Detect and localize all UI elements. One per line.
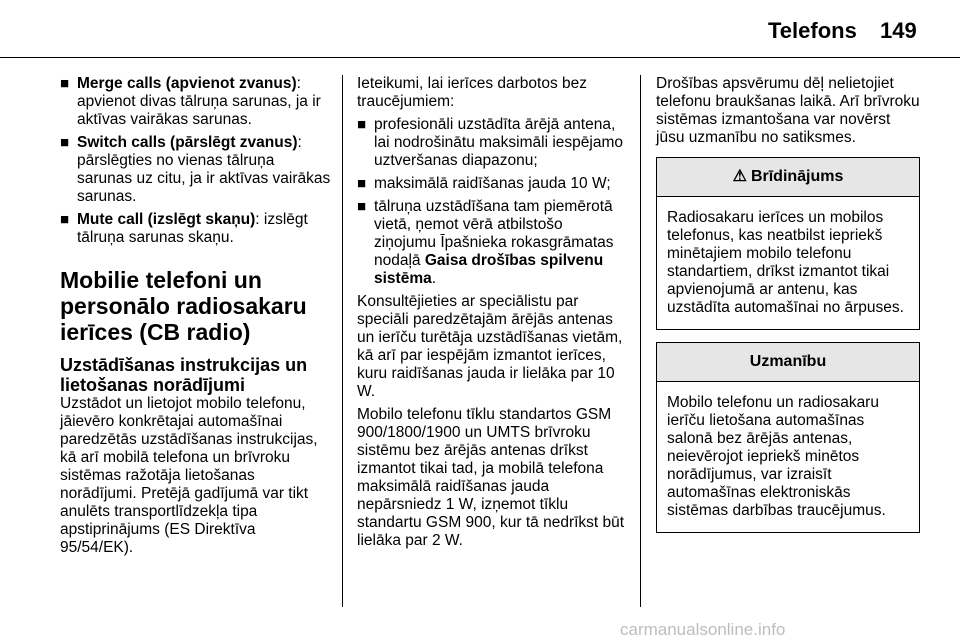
column-3 [656, 75, 920, 545]
bullet-square-icon: ■ [60, 75, 70, 92]
call-options-list [60, 75, 332, 247]
column-divider-1 [342, 75, 343, 607]
airbag-system-reference: Gaisa drošības spilvenu sistēma [374, 252, 604, 287]
page-header-title: Telefons [768, 18, 857, 43]
list-item-text: : apvienot divas tālruņa sarunas, ja ir aktīvas vairākas sarunas. [77, 75, 321, 128]
bullet-square-icon: ■ [357, 175, 367, 192]
list-item-text: : pārslēgties no vienas tālruņa sarunas uz citu, ja ir aktīvas vairākas sarunas. [77, 134, 331, 205]
list-item-text: : izslēgt tālruņa sarunas skaņu. [77, 211, 308, 246]
list-item-text: tālruņa uzstādīšana tam piemērotā vietā, ņemot vērā atbilstošo ziņojumu Īpašnieka rokasgrāmatas nodaļā [374, 198, 614, 269]
list-item-term: Mute call (izslēgt skaņu) [77, 211, 256, 228]
list-item [357, 175, 629, 193]
list-item-end: . [431, 270, 437, 287]
list-item-text: maksimālā raidīšanas jauda 10 W; [374, 175, 611, 192]
section-title: Mobilie telefoni un personālo radiosakaru ierīces (CB radio) [60, 267, 307, 345]
bullet-square-icon: ■ [357, 198, 367, 215]
column-2 [357, 75, 629, 555]
column-divider-2 [640, 75, 641, 607]
recommendations-list [357, 116, 629, 288]
page-number: 149 [880, 18, 917, 43]
list-item-term: Merge calls (apvienot zvanus) [77, 75, 297, 92]
subsection-title: Uzstādīšanas instrukcijas un lietošanas norādījumi [60, 355, 308, 395]
caution-title: Uzmanību [749, 353, 827, 370]
warning-body: Radiosakaru ierīces un mobilos telefonus, kas neatbilst iepriekš minētajiem mobilo telefonu standartiem, drīkst izmantot tikai apvienojumā ar antenu, kas uzstādīta automašīnai no ārpuses. [667, 209, 904, 316]
bullet-square-icon: ■ [60, 134, 70, 151]
warning-box-header [657, 158, 919, 197]
watermark: carmanualsonline.info [620, 620, 786, 639]
caution-body: Mobilo telefonu un radiosakaru ierīču lietošana automašīnas salonā bez ārējās antenas, neievērojot iepriekš minētos norādījumus, var izraisīt automašīnas elektroniskās sistēmas darbības traucējumus. [667, 394, 886, 519]
installation-paragraph: Uzstādot un lietojot mobilo telefonu, jāievēro konkrētajai automašīnai paredzētās uzstādīšanas instrukcijas, kā arī mobilā telefona un brīvroku sistēmas ražotāja lietošanas norādījumi. Pretējā gadījumā var tikt anulēts transportlīdzekļa tipa apstiprinājums (ES Direktīva 95/54/EK). [60, 395, 318, 556]
bullet-square-icon: ■ [357, 116, 367, 133]
warning-triangle-icon: ⚠ [732, 168, 747, 185]
bullet-square-icon: ■ [60, 211, 70, 228]
list-item [60, 75, 332, 129]
list-item [357, 198, 629, 288]
warning-box [656, 157, 920, 330]
header-rule [0, 57, 960, 58]
list-item-text: profesionāli uzstādīta ārējā antena, lai nodrošinātu maksimāli iespējamo uztveršanas diapazonu; [374, 116, 623, 169]
column-1 [60, 75, 332, 562]
warning-title: Brīdinājums [750, 168, 844, 185]
network-standards-paragraph: Mobilo telefonu tīklu standartos GSM 900/1800/1900 un UMTS brīvroku sistēmu bez ārējās antenas drīkst izmantot tikai tad, ja mobilā telefona maksimālā raidīšanas jauda nepārsniedz 1 W, izņemot tīklu standartu GSM 900, kur tā nedrīkst būt lielāka par 2 W. [357, 406, 625, 549]
list-item [60, 211, 332, 247]
consult-paragraph: Konsultējieties ar speciālistu par speciāli paredzētajām ārējās antenas un ierīču turētāja uzstādīšanas vietām, kā arī par iespējām izmantot ierīces, kuru raidīšanas jauda ir lielāka par 10 W. [357, 293, 623, 400]
caution-box [656, 342, 920, 533]
list-item [60, 134, 332, 206]
recommendations-intro: Ieteikumi, lai ierīces darbotos bez traucējumiem: [357, 75, 588, 110]
caution-box-header [657, 343, 919, 382]
list-item-term: Switch calls (pārslēgt zvanus) [77, 134, 298, 151]
safety-intro: Drošības apsvērumu dēļ nelietojiet telefonu braukšanas laikā. Arī brīvroku sistēmas izmantošana var novērst jūsu uzmanību no satiksmes. [656, 75, 920, 146]
list-item [357, 116, 629, 170]
